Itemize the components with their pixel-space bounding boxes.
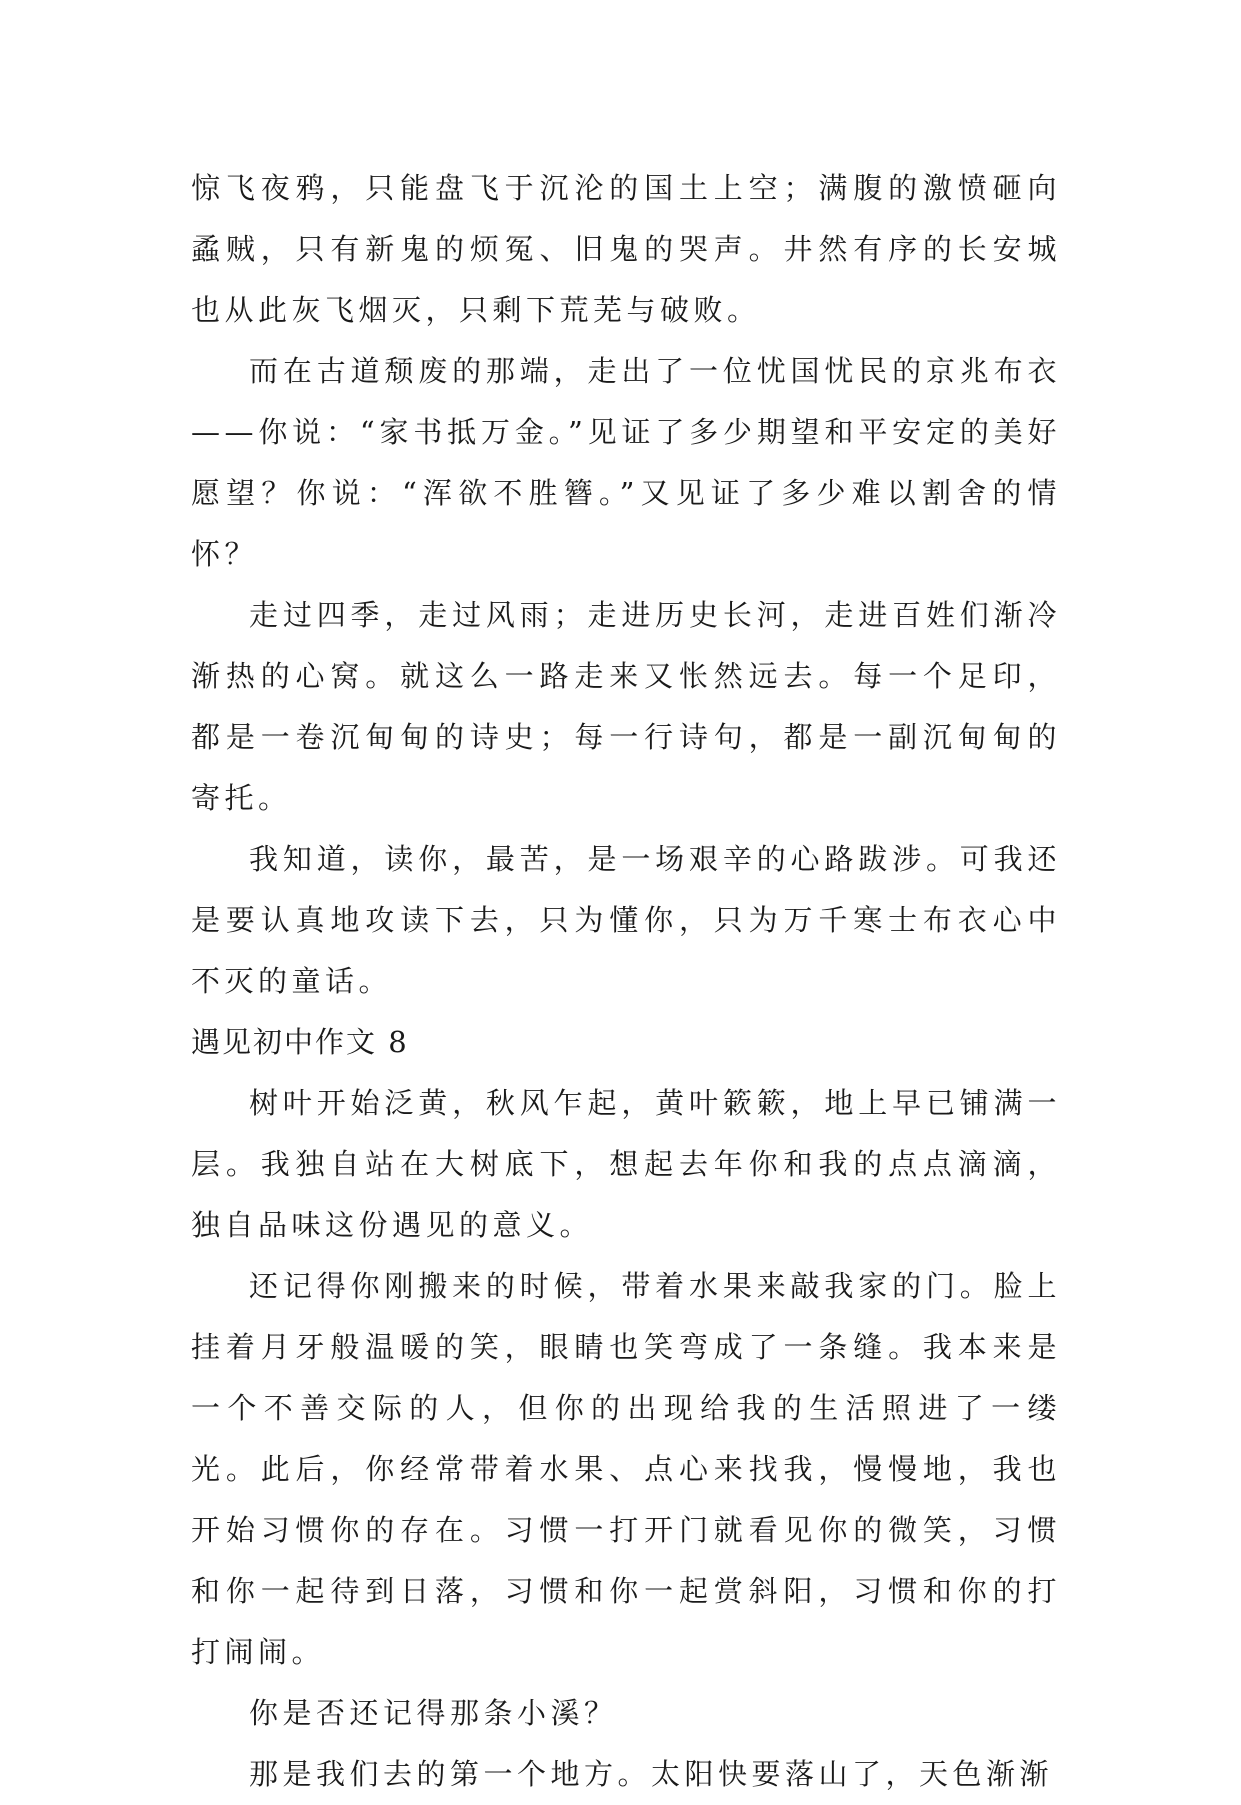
paragraph-2: 而在古道颓废的那端，走出了一位忧国忧民的京兆布衣——你说：“家书抵万金。”见证了多少期望和平安定的美好愿望？你说：“浑欲不胜簪。”又见证了多少难以割舍的情怀？ (191, 354, 1061, 571)
paragraph-5: 树叶开始泛黄，秋风乍起，黄叶簌簌，地上早已铺满一层。我独自站在大树底下，想起去年你和我的点点滴滴，独自品味这份遇见的意义。 (191, 1086, 1061, 1242)
paragraph-6: 还记得你刚搬来的时候，带着水果来敲我家的门。脸上挂着月牙般温暖的笑，眼睛也笑弯成了一条缝。我本来是一个不善交际的人，但你的出现给我的生活照进了一缕光。此后，你经常带着水果、点心来找我，慢慢地，我也开始习惯你的存在。习惯一打开门就看见你的微笑，习惯和你一起待到日落，习惯和你一起赏斜阳，习惯和你的打打闹闹。 (191, 1269, 1061, 1669)
section-heading: 遇见初中作文 8 (191, 1025, 409, 1059)
paragraph-4: 我知道，读你，最苦，是一场艰辛的心路跋涉。可我还是要认真地攻读下去，只为懂你，只为万千寒士布衣心中不灭的童话。 (191, 842, 1061, 998)
paragraph-7: 你是否还记得那条小溪？ (249, 1696, 618, 1730)
document-page (191, 158, 1061, 1805)
paragraph-8: 那是我们去的第一个地方。太阳快要落山了，天色渐渐 (249, 1757, 1054, 1791)
paragraph-1: 惊飞夜鸦，只能盘飞于沉沦的国土上空；满腹的激愤砸向蟊贼，只有新鬼的烦冤、旧鬼的哭声。井然有序的长安城也从此灰飞烟灭，只剩下荒芜与破败。 (191, 171, 1061, 327)
paragraph-3: 走过四季，走过风雨；走进历史长河，走进百姓们渐冷渐热的心窝。就这么一路走来又怅然远去。每一个足印，都是一卷沉甸甸的诗史；每一行诗句，都是一副沉甸甸的寄托。 (191, 598, 1061, 815)
